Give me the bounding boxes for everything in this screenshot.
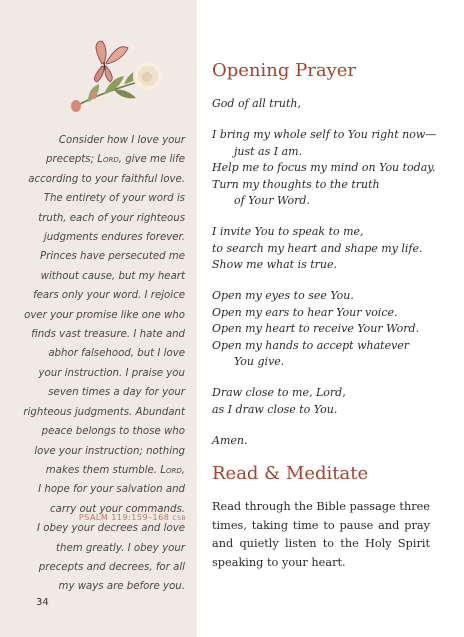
- scripture-line: [6, 442, 185, 461]
- scripture-line: [6, 577, 185, 596]
- butterfly-flower-icon: [64, 36, 164, 116]
- scripture-text: makes them stumble.: [45, 464, 161, 476]
- reference-version: CSB: [172, 515, 186, 522]
- scripture-text: Princes have persecuted me: [40, 251, 185, 263]
- prayer-line: Open my ears to hear Your voice.: [212, 305, 398, 319]
- stanza-gap: [212, 371, 452, 386]
- prayer-line: to search my heart and shape my life.: [212, 241, 423, 255]
- stanza-gap: [212, 113, 452, 128]
- opening-prayer-heading: Opening Prayer: [212, 60, 356, 81]
- scripture-line: [6, 170, 185, 189]
- scripture-line: [6, 519, 185, 538]
- scripture-line: [6, 267, 185, 286]
- scripture-line: [6, 150, 185, 169]
- scripture-sidebar: [0, 0, 197, 637]
- scripture-text: my ways are before you.: [58, 581, 185, 593]
- opening-prayer-text: [212, 96, 452, 449]
- scripture-line: [6, 286, 185, 305]
- scripture-line: [6, 422, 185, 441]
- prayer-line: Turn my thoughts to the truth: [212, 177, 380, 191]
- prayer-line: Amen.: [212, 433, 248, 447]
- scripture-text: precepts and decrees, for all: [38, 561, 185, 573]
- scripture-text: ,: [181, 464, 185, 476]
- scripture-reference: [79, 513, 186, 522]
- scripture-line: [6, 228, 185, 247]
- scripture-line: [6, 344, 185, 363]
- scripture-text: Consider how I love your: [58, 135, 185, 146]
- prayer-line: Open my eyes to see You.: [212, 289, 354, 302]
- scripture-passage: [6, 131, 185, 597]
- prayer-line: as I draw close to You.: [212, 402, 338, 416]
- scripture-text: seven times a day for your: [48, 387, 185, 399]
- scripture-text: love your instruction; nothing: [34, 445, 185, 457]
- scripture-line: [6, 325, 185, 344]
- prayer-line: Draw close to me, Lord,: [212, 386, 346, 399]
- scripture-line: [6, 539, 185, 558]
- scripture-text: truth, each of your righteous: [38, 212, 185, 224]
- stanza-gap: [212, 210, 452, 225]
- scripture-text: judgments endures forever.: [43, 232, 185, 244]
- scripture-line: [6, 364, 185, 383]
- stanza-gap: [212, 274, 452, 289]
- prayer-line: Open my hands to accept whatever: [212, 338, 410, 352]
- prayer-line: I invite You to speak to me,: [212, 225, 364, 238]
- scripture-text: finds vast treasure. I hate and: [31, 329, 185, 341]
- scripture-text: according to your faithful love.: [28, 173, 185, 185]
- divine-name: Lord: [160, 464, 182, 476]
- prayer-line: Show me what is true.: [212, 258, 337, 271]
- scripture-text: , give me life: [118, 154, 185, 166]
- scripture-text: I hope for your salvation and: [38, 484, 185, 496]
- scripture-line: [6, 480, 185, 499]
- reference-text: PSALM 119:159–168: [78, 513, 170, 522]
- scripture-line: [6, 209, 185, 228]
- scripture-line: [6, 247, 185, 266]
- scripture-text: peace belongs to those who: [41, 426, 185, 438]
- scripture-text: fears only your word. I rejoice: [33, 290, 185, 302]
- prayer-line: Help me to focus my mind on You today.: [212, 161, 436, 174]
- scripture-line: [6, 189, 185, 208]
- read-meditate-body: Read through the Bible passage three times, taking time to pause and pray and quietly listen to the Holy Spirit speaking to your heart.: [212, 500, 430, 569]
- scripture-line: [6, 306, 185, 325]
- scripture-line: [6, 403, 185, 422]
- prayer-line: God of all truth,: [212, 97, 301, 110]
- divine-name: Lord: [97, 154, 119, 166]
- read-meditate-heading: Read & Meditate: [212, 463, 369, 484]
- scripture-text: without cause, but my heart: [40, 270, 185, 282]
- prayer-line: Open my heart to receive Your Word.: [212, 322, 420, 335]
- scripture-line: [6, 461, 185, 480]
- prayer-line: just as I am.: [234, 144, 303, 158]
- scripture-text: I obey your decrees and love: [37, 523, 185, 535]
- prayer-line: I bring my whole self to You right now—: [212, 128, 437, 141]
- scripture-line: [6, 131, 185, 150]
- scripture-text: your instruction. I praise you: [38, 367, 185, 379]
- scripture-text: abhor falsehood, but I love: [48, 348, 185, 360]
- page-number: 34: [36, 597, 49, 608]
- prayer-line: You give.: [234, 355, 285, 368]
- scripture-line: [6, 558, 185, 577]
- scripture-text: righteous judgments. Abundant: [23, 406, 185, 418]
- scripture-text: The entirety of your word is: [43, 193, 185, 205]
- scripture-text: carry out your commands.: [50, 503, 185, 515]
- prayer-line: of Your Word.: [234, 194, 310, 207]
- stanza-gap: [212, 418, 452, 433]
- scripture-text: them greatly. I obey your: [56, 542, 185, 554]
- scripture-text: over your promise like one who: [24, 309, 185, 321]
- scripture-text: precepts;: [46, 154, 98, 166]
- scripture-line: [6, 383, 185, 402]
